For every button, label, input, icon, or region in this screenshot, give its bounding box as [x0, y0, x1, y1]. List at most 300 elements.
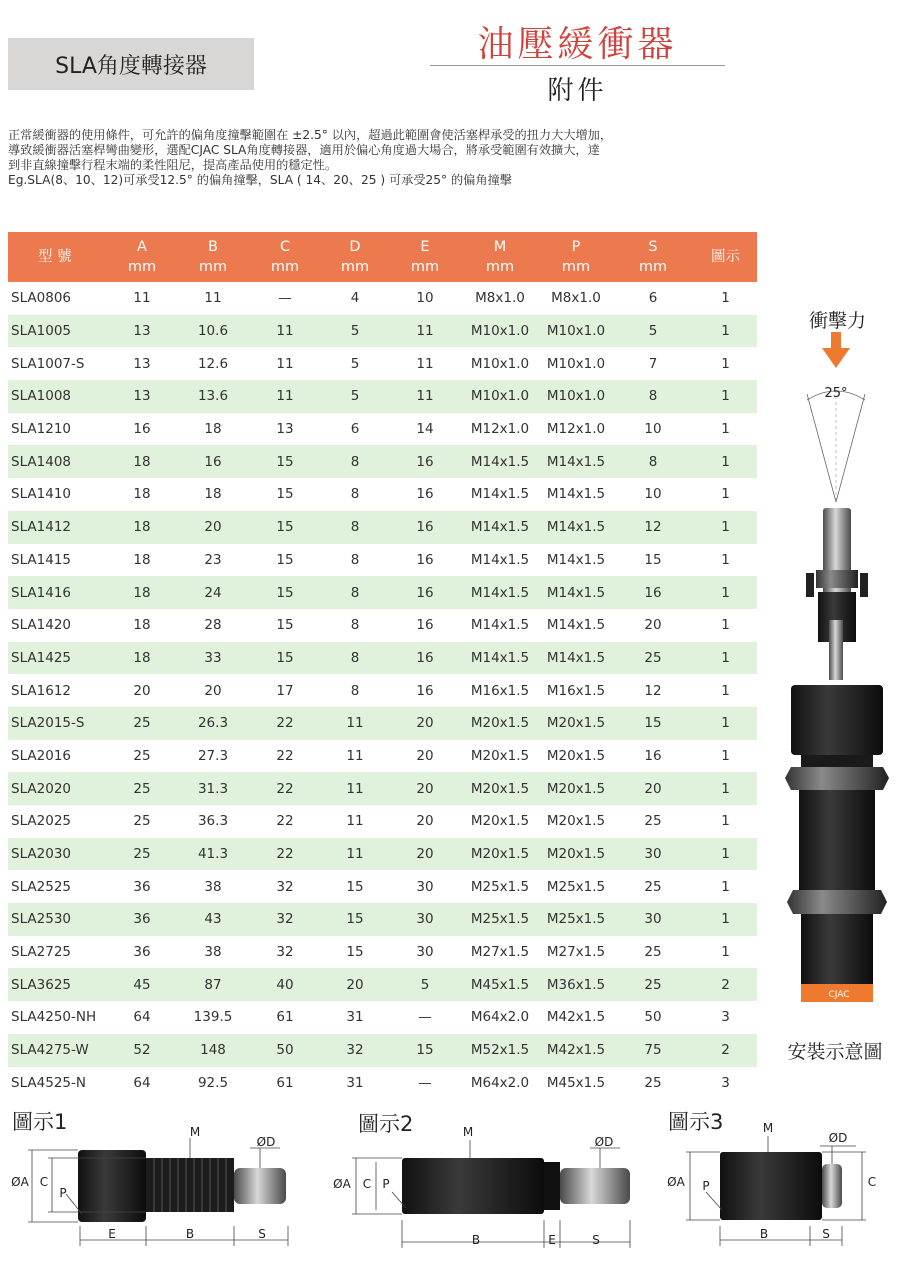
- table-cell: 22: [250, 838, 320, 871]
- table-cell: 15: [276, 486, 294, 503]
- model-cell: SLA1420: [11, 617, 71, 634]
- column-header: S mm: [612, 232, 694, 282]
- table-row: [8, 315, 757, 348]
- table-cell: M14x1.5: [540, 445, 612, 478]
- table-cell: 5: [350, 355, 360, 372]
- dim-s-label: S: [822, 1227, 830, 1241]
- table-cell: 6: [648, 290, 658, 307]
- dim-b-label: B: [185, 1227, 195, 1241]
- figure-1-diagram: [0, 1122, 310, 1256]
- table-cell: 45: [108, 968, 176, 1001]
- model-cell: SLA2016: [11, 747, 71, 764]
- table-row: [8, 413, 757, 446]
- table-cell: 139.5: [193, 1009, 233, 1026]
- table-cell: 1: [694, 445, 757, 478]
- table-cell: 1: [694, 838, 757, 871]
- table-cell: M16x1.5: [470, 682, 530, 699]
- table-cell: 25: [644, 878, 662, 895]
- model-cell: SLA2725: [11, 944, 71, 961]
- table-cell: 5: [320, 315, 390, 348]
- table-cell: M20x1.5: [470, 813, 530, 830]
- table-cell: 15: [390, 1034, 460, 1067]
- table-cell: 11: [320, 838, 390, 871]
- table-cell: 25: [108, 772, 176, 805]
- model-cell: SLA1007-S: [11, 355, 85, 372]
- table-cell: M10x1.0: [546, 355, 606, 372]
- table-cell: 8: [612, 445, 694, 478]
- figure-2-diagram: [320, 1122, 650, 1256]
- table-cell: 16: [416, 617, 434, 634]
- table-cell: M14x1.5: [470, 551, 530, 568]
- column-header: P mm: [540, 232, 612, 282]
- table-cell: 11: [320, 707, 390, 740]
- spec-table: [8, 232, 757, 1099]
- table-cell: 22: [276, 747, 294, 764]
- table-cell: 8: [612, 380, 694, 413]
- table-cell: M25x1.5: [470, 878, 530, 895]
- table-cell: 15: [250, 642, 320, 675]
- table-cell: 16: [416, 551, 434, 568]
- table-row: [8, 1034, 757, 1067]
- table-cell: 15: [250, 511, 320, 544]
- table-cell: 92.5: [197, 1074, 229, 1091]
- table-cell: 18: [108, 576, 176, 609]
- table-cell: 3: [721, 1009, 730, 1026]
- table-cell: M10x1.0: [540, 315, 612, 348]
- force-label: 衝擊力: [808, 310, 866, 332]
- model-cell: SLA2020: [8, 772, 108, 805]
- table-cell: 30: [416, 944, 434, 961]
- table-cell: 12: [644, 682, 662, 699]
- table-cell: M8x1.0: [551, 290, 601, 307]
- table-cell: —: [278, 290, 292, 307]
- table-cell: M45x1.5: [460, 968, 540, 1001]
- dim-m-label: M: [462, 1125, 474, 1139]
- model-cell: SLA1412: [8, 511, 108, 544]
- table-cell: 11: [250, 380, 320, 413]
- model-cell: SLA1410: [11, 486, 71, 503]
- table-cell: M42x1.5: [546, 1009, 606, 1026]
- page-subtitle: 附件: [547, 76, 608, 106]
- table-cell: 33: [176, 642, 250, 675]
- table-cell: 12: [612, 511, 694, 544]
- table-row: [8, 1067, 757, 1100]
- table-cell: 40: [250, 968, 320, 1001]
- table-cell: M12x1.0: [470, 421, 530, 438]
- table-cell: 15: [612, 707, 694, 740]
- table-cell: M27x1.5: [470, 944, 530, 961]
- table-cell: M14x1.5: [470, 486, 530, 503]
- model-cell: SLA1416: [8, 576, 108, 609]
- table-cell: 17: [276, 682, 294, 699]
- dim-c-label: C: [362, 1177, 372, 1191]
- table-cell: 1: [721, 617, 730, 634]
- table-cell: 1: [721, 747, 730, 764]
- model-cell: SLA1008: [8, 380, 108, 413]
- table-cell: 30: [416, 878, 434, 895]
- table-cell: 15: [250, 445, 320, 478]
- table-cell: 43: [176, 903, 250, 936]
- table-cell: 64: [133, 1009, 151, 1026]
- table-cell: 22: [250, 772, 320, 805]
- table-cell: 1: [721, 551, 730, 568]
- table-cell: M8x1.0: [475, 290, 525, 307]
- table-cell: 5: [390, 968, 460, 1001]
- table-cell: 87: [176, 968, 250, 1001]
- dim-d-label: ØD: [594, 1135, 614, 1149]
- dim-p-label: P: [702, 1179, 710, 1193]
- table-cell: 15: [250, 576, 320, 609]
- table-cell: M14x1.5: [470, 617, 530, 634]
- table-cell: M20x1.5: [546, 747, 606, 764]
- table-cell: 11: [346, 747, 364, 764]
- table-cell: 12.6: [197, 355, 229, 372]
- table-header-row: [8, 232, 757, 282]
- dim-c-label: C: [867, 1175, 877, 1189]
- table-cell: 15: [346, 944, 364, 961]
- table-cell: 36.3: [197, 813, 229, 830]
- model-cell: SLA1210: [11, 421, 71, 438]
- model-cell: SLA2030: [8, 838, 108, 871]
- table-cell: 7: [648, 355, 658, 372]
- table-cell: M20x1.5: [470, 747, 530, 764]
- table-cell: 8: [320, 511, 390, 544]
- table-cell: 5: [320, 380, 390, 413]
- installation-diagram: [775, 330, 900, 1035]
- table-cell: 25: [612, 642, 694, 675]
- figure-1-title: 圖示1: [12, 1110, 68, 1134]
- table-cell: 18: [133, 551, 151, 568]
- dim-b-label: B: [471, 1233, 481, 1247]
- table-row: [8, 838, 757, 871]
- table-cell: M14x1.5: [540, 511, 612, 544]
- table-row: [8, 445, 757, 478]
- table-cell: M16x1.5: [546, 682, 606, 699]
- table-row: [8, 1001, 757, 1034]
- table-cell: 1: [721, 813, 730, 830]
- model-cell: SLA2525: [11, 878, 71, 895]
- table-cell: M20x1.5: [546, 813, 606, 830]
- column-header: D mm: [320, 232, 390, 282]
- dim-b-label: B: [759, 1227, 769, 1241]
- table-row: [8, 772, 757, 805]
- table-cell: 25: [108, 838, 176, 871]
- table-cell: 8: [320, 576, 390, 609]
- table-cell: 32: [320, 1034, 390, 1067]
- table-cell: 10: [644, 421, 662, 438]
- model-cell: SLA1005: [8, 315, 108, 348]
- dim-m-label: M: [189, 1125, 201, 1139]
- table-cell: 11: [133, 290, 151, 307]
- table-cell: 26.3: [176, 707, 250, 740]
- table-row: [8, 609, 757, 642]
- table-cell: 23: [204, 551, 222, 568]
- table-cell: 36: [108, 903, 176, 936]
- table-cell: M20x1.5: [460, 772, 540, 805]
- table-cell: 50: [250, 1034, 320, 1067]
- table-cell: 36: [133, 944, 151, 961]
- dim-e-label: E: [548, 1233, 556, 1247]
- dim-a-label: ØA: [667, 1175, 685, 1189]
- table-cell: 1: [694, 642, 757, 675]
- table-cell: M64x2.0: [470, 1074, 530, 1091]
- table-cell: 1: [721, 421, 730, 438]
- table-cell: 1: [721, 878, 730, 895]
- table-cell: 38: [204, 878, 222, 895]
- table-cell: 20: [133, 682, 151, 699]
- table-cell: M14x1.5: [460, 642, 540, 675]
- table-row: [8, 576, 757, 609]
- table-cell: 27.3: [197, 747, 229, 764]
- table-cell: 11: [390, 315, 460, 348]
- figure-3-diagram: [660, 1122, 900, 1256]
- table-row: [8, 347, 757, 380]
- table-cell: 15: [346, 878, 364, 895]
- figure-2-part: [402, 1158, 630, 1214]
- model-cell: SLA2025: [11, 813, 71, 830]
- table-cell: 13: [108, 380, 176, 413]
- shock-absorber-icon: [785, 508, 889, 1002]
- table-row: [8, 511, 757, 544]
- table-cell: 1: [694, 772, 757, 805]
- table-cell: M42x1.5: [540, 1034, 612, 1067]
- table-body: [8, 282, 757, 1099]
- table-cell: 16: [133, 421, 151, 438]
- model-cell: SLA1415: [11, 551, 71, 568]
- table-cell: 30: [612, 903, 694, 936]
- table-cell: 1: [721, 290, 730, 307]
- dim-a-label: ØA: [11, 1175, 29, 1189]
- table-cell: 20: [320, 968, 390, 1001]
- force-arrow-icon: [822, 332, 850, 368]
- table-cell: 25: [644, 944, 662, 961]
- angle-indicator: [807, 386, 865, 502]
- table-cell: 4: [350, 290, 360, 307]
- table-cell: 13: [108, 315, 176, 348]
- table-cell: 28: [204, 617, 222, 634]
- dim-a-label: ØA: [333, 1177, 351, 1191]
- title-divider: [430, 65, 725, 66]
- table-cell: 16: [390, 511, 460, 544]
- model-cell: SLA1612: [11, 682, 71, 699]
- table-cell: 30: [390, 903, 460, 936]
- table-cell: 11: [416, 355, 434, 372]
- model-cell: SLA4275-W: [8, 1034, 108, 1067]
- table-cell: 16: [416, 486, 434, 503]
- table-cell: 20: [176, 511, 250, 544]
- table-cell: 1: [694, 511, 757, 544]
- table-cell: 148: [176, 1034, 250, 1067]
- table-cell: 52: [108, 1034, 176, 1067]
- table-cell: 32: [250, 903, 320, 936]
- dim-c-label: C: [39, 1175, 49, 1189]
- table-cell: 25: [133, 813, 151, 830]
- table-row: [8, 478, 757, 511]
- table-cell: M25x1.5: [460, 903, 540, 936]
- table-row: [8, 642, 757, 675]
- table-cell: 18: [108, 511, 176, 544]
- table-cell: M14x1.5: [460, 511, 540, 544]
- table-cell: 3: [721, 1074, 730, 1091]
- figure-1-part: [78, 1150, 286, 1222]
- table-cell: M10x1.0: [460, 380, 540, 413]
- table-cell: M10x1.0: [540, 380, 612, 413]
- table-row: [8, 544, 757, 577]
- table-cell: 22: [276, 813, 294, 830]
- table-cell: 25: [612, 968, 694, 1001]
- table-cell: 1: [721, 355, 730, 372]
- table-cell: 25: [108, 707, 176, 740]
- table-cell: 30: [612, 838, 694, 871]
- table-cell: 8: [350, 486, 360, 503]
- table-cell: 20: [416, 747, 434, 764]
- table-row: [8, 968, 757, 1001]
- column-header: M mm: [460, 232, 540, 282]
- dim-d-label: ØD: [828, 1131, 848, 1145]
- dim-p-label: P: [382, 1177, 390, 1191]
- intro-text: [8, 128, 728, 188]
- table-cell: 16: [612, 576, 694, 609]
- table-cell: 22: [250, 707, 320, 740]
- table-cell: 64: [133, 1074, 151, 1091]
- table-cell: 6: [350, 421, 360, 438]
- section-label: SLA角度轉接器: [8, 38, 254, 90]
- table-cell: 15: [644, 551, 662, 568]
- table-cell: M27x1.5: [546, 944, 606, 961]
- column-header: 型 號: [8, 232, 108, 282]
- table-cell: 10: [644, 486, 662, 503]
- table-cell: 8: [320, 445, 390, 478]
- table-cell: 75: [612, 1034, 694, 1067]
- dim-e-label: E: [108, 1227, 116, 1241]
- table-cell: 20: [204, 682, 222, 699]
- intro-line: 導致緩衝器活塞桿彎曲變形，選配CJAC SLA角度轉接器，適用於偏心角度過大場合，將承受範圍有效擴大，達: [8, 143, 600, 157]
- table-row: [8, 282, 757, 315]
- table-cell: 61: [276, 1074, 294, 1091]
- dim-m-label: M: [762, 1122, 774, 1135]
- angle-label: 25°: [824, 386, 848, 401]
- model-cell: SLA1408: [8, 445, 108, 478]
- table-cell: 14: [416, 421, 434, 438]
- table-cell: 15: [320, 903, 390, 936]
- table-cell: 8: [320, 642, 390, 675]
- column-header: E mm: [390, 232, 460, 282]
- table-cell: 32: [276, 878, 294, 895]
- table-cell: M14x1.5: [540, 642, 612, 675]
- table-cell: 41.3: [176, 838, 250, 871]
- dim-p-label: P: [59, 1186, 67, 1200]
- table-row: [8, 936, 757, 969]
- table-cell: 16: [176, 445, 250, 478]
- table-cell: 31: [346, 1074, 364, 1091]
- table-cell: 1: [694, 315, 757, 348]
- table-cell: 15: [276, 617, 294, 634]
- table-cell: 36: [133, 878, 151, 895]
- figure-3-title: 圖示3: [668, 1110, 724, 1134]
- table-cell: 20: [612, 772, 694, 805]
- table-cell: 20: [390, 707, 460, 740]
- table-cell: 13.6: [176, 380, 250, 413]
- table-cell: 32: [276, 944, 294, 961]
- table-cell: M52x1.5: [460, 1034, 540, 1067]
- table-cell: M64x2.0: [470, 1009, 530, 1026]
- intro-line: 正常緩衝器的使用條件，可允許的偏角度撞擊範圍在 ±2.5° 以內，超過此範圍會使活塞桿承受的扭力大大增加，: [8, 128, 613, 142]
- column-header: C mm: [250, 232, 320, 282]
- brand-label: CJAC: [828, 990, 850, 1000]
- table-cell: 8: [350, 617, 360, 634]
- table-cell: 20: [644, 617, 662, 634]
- model-cell: SLA0806: [11, 290, 71, 307]
- table-cell: 8: [350, 682, 360, 699]
- column-header: B mm: [176, 232, 250, 282]
- table-cell: M14x1.5: [546, 617, 606, 634]
- table-cell: M14x1.5: [546, 486, 606, 503]
- table-cell: 18: [204, 486, 222, 503]
- column-header: A mm: [108, 232, 176, 282]
- table-cell: 20: [390, 838, 460, 871]
- table-row: [8, 903, 757, 936]
- table-cell: 1: [694, 380, 757, 413]
- table-cell: 10: [416, 290, 434, 307]
- table-cell: 1: [721, 944, 730, 961]
- table-cell: 25: [644, 1074, 662, 1091]
- install-label: 安裝示意圖: [787, 1041, 883, 1063]
- table-cell: 18: [108, 445, 176, 478]
- table-cell: —: [418, 1074, 432, 1091]
- table-cell: 11: [250, 315, 320, 348]
- table-row: [8, 707, 757, 740]
- table-cell: M20x1.5: [540, 707, 612, 740]
- table-cell: 1: [721, 682, 730, 699]
- table-cell: —: [418, 1009, 432, 1026]
- table-cell: 2: [694, 1034, 757, 1067]
- table-cell: 16: [416, 682, 434, 699]
- figure-2-title: 圖示2: [358, 1112, 414, 1136]
- table-cell: M12x1.0: [546, 421, 606, 438]
- table-cell: 38: [204, 944, 222, 961]
- column-header: 圖示: [694, 232, 757, 282]
- intro-line: 到非直線撞擊行程末端的柔性阻尼，提高產品使用的穩定性。: [8, 158, 338, 172]
- figure-3-part: [720, 1152, 842, 1220]
- page-title: 油壓緩衝器: [477, 24, 678, 65]
- table-cell: 18: [133, 617, 151, 634]
- table-cell: 18: [204, 421, 222, 438]
- table-cell: 13: [276, 421, 294, 438]
- table-cell: 11: [276, 355, 294, 372]
- table-cell: 16: [644, 747, 662, 764]
- table-cell: 13: [133, 355, 151, 372]
- table-cell: 8: [350, 551, 360, 568]
- table-cell: M20x1.5: [460, 707, 540, 740]
- table-cell: 16: [390, 445, 460, 478]
- table-cell: M36x1.5: [540, 968, 612, 1001]
- model-cell: SLA2015-S: [8, 707, 108, 740]
- table-cell: 61: [276, 1009, 294, 1026]
- table-cell: 1: [694, 903, 757, 936]
- table-cell: 1: [721, 486, 730, 503]
- table-cell: 25: [644, 813, 662, 830]
- table-row: [8, 805, 757, 838]
- model-cell: SLA3625: [8, 968, 108, 1001]
- table-cell: 25: [133, 747, 151, 764]
- table-cell: M14x1.5: [460, 445, 540, 478]
- table-cell: 1: [694, 707, 757, 740]
- table-cell: M20x1.5: [460, 838, 540, 871]
- table-cell: M14x1.5: [546, 551, 606, 568]
- table-cell: 20: [390, 772, 460, 805]
- table-cell: 10.6: [176, 315, 250, 348]
- model-cell: SLA4525-N: [11, 1074, 86, 1091]
